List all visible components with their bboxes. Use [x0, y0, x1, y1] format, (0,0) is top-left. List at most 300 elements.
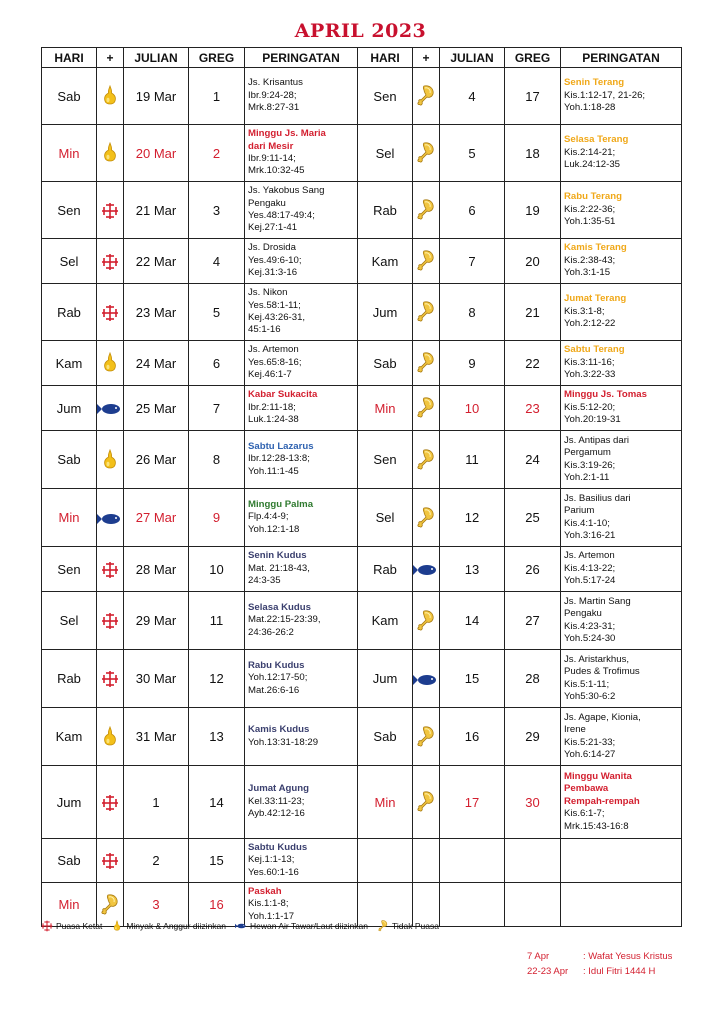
peringatan-line: Kej.43:26-31, — [248, 312, 306, 323]
left-peringatan — [245, 125, 358, 182]
left-hari: Sab — [42, 431, 97, 489]
strict-fast-icon — [101, 669, 119, 688]
legend — [41, 920, 444, 932]
header-plus: + — [97, 48, 124, 68]
peringatan-line: Yes.48:17-49:4; — [248, 210, 315, 221]
right-julian: 14 — [440, 592, 505, 650]
left-peringatan — [245, 650, 358, 708]
right-hari: Kam — [358, 592, 413, 650]
left-greg: 10 — [189, 547, 245, 592]
left-hari: Kam — [42, 708, 97, 766]
left-peringatan — [245, 489, 358, 547]
right-peringatan — [561, 431, 682, 489]
right-hari: Sab — [358, 341, 413, 386]
left-greg: 16 — [189, 883, 245, 927]
table-row — [42, 431, 682, 489]
right-julian: 13 — [440, 547, 505, 592]
peringatan-line: Js. Krisantus — [248, 77, 303, 89]
right-peringatan — [561, 489, 682, 547]
note-date: 22-23 Apr — [527, 966, 569, 977]
peringatan-line: Yoh.3:16-21 — [564, 529, 616, 541]
peringatan-line: Js. Agape, Kionia, — [564, 711, 641, 723]
table-row — [42, 650, 682, 708]
header-greg: GREG — [505, 48, 561, 68]
left-hari: Sen — [42, 182, 97, 239]
peringatan-line: Yes.60:1-16 — [248, 866, 299, 878]
left-peringatan — [245, 592, 358, 650]
right-empty-cell — [440, 839, 505, 883]
peringatan-line: Yoh.1:18-28 — [564, 102, 616, 114]
right-fast-type — [413, 125, 440, 182]
left-hari: Min — [42, 125, 97, 182]
right-fast-type — [413, 489, 440, 547]
strict-fast-icon — [101, 200, 119, 219]
left-fast-type — [97, 182, 124, 239]
note-row — [527, 949, 672, 964]
notes — [527, 949, 672, 979]
right-peringatan — [561, 708, 682, 766]
left-julian: 29 Mar — [124, 592, 189, 650]
right-hari: Sen — [358, 431, 413, 489]
peringatan-line: Yes.58:1-11; — [248, 299, 301, 311]
right-peringatan — [561, 592, 682, 650]
peringatan-line: Yoh.5:17-24 — [564, 575, 616, 587]
peringatan-line: Selasa Kudus — [248, 601, 311, 613]
oil-wine-icon — [102, 86, 118, 105]
left-hari: Min — [42, 489, 97, 547]
peringatan-line: Pudes & Trofimus — [564, 666, 640, 678]
strict-fast-icon — [101, 559, 119, 578]
peringatan-line: Senin Kudus — [248, 550, 307, 562]
peringatan-line: Sabtu Terang — [564, 344, 625, 356]
left-greg: 5 — [189, 284, 245, 341]
right-fast-type — [413, 547, 440, 592]
note-text: : Wafat Yesus Kristus — [583, 951, 673, 962]
legend-item — [41, 920, 102, 932]
left-hari: Min — [42, 883, 97, 927]
peringatan-line: Kis.3:11-16; — [564, 356, 615, 368]
fish-icon — [97, 508, 123, 527]
peringatan-line: Kis.4:13-22; — [564, 562, 616, 574]
peringatan-line: Kis.1:12-17, 21-26; — [564, 89, 646, 101]
left-julian: 3 — [124, 883, 189, 927]
header-hari: HARI — [42, 48, 97, 68]
right-fast-type — [413, 341, 440, 386]
right-julian: 6 — [440, 182, 505, 239]
peringatan-line: Ibr.12:28-13:8; — [248, 453, 310, 465]
peringatan-line: Irene — [564, 724, 586, 736]
left-hari: Kam — [42, 341, 97, 386]
peringatan-line: Kis.5:12-20; — [564, 401, 616, 413]
right-hari: Min — [358, 386, 413, 431]
left-fast-type — [97, 766, 124, 839]
strict-fast-icon — [101, 251, 119, 270]
left-peringatan — [245, 68, 358, 125]
table-row — [42, 182, 682, 239]
peringatan-line: Parium — [564, 505, 595, 517]
left-hari: Sel — [42, 592, 97, 650]
right-greg: 17 — [505, 68, 561, 125]
peringatan-line: Jumat Terang — [564, 293, 627, 305]
peringatan-line: Kis.1:1-8; — [248, 898, 289, 910]
fish-icon — [413, 669, 439, 688]
right-fast-type — [413, 592, 440, 650]
legend-item — [235, 920, 368, 932]
left-julian: 30 Mar — [124, 650, 189, 708]
table-row — [42, 839, 682, 883]
right-peringatan — [561, 68, 682, 125]
oil-wine-icon — [102, 143, 118, 162]
peringatan-line: 24:3-35 — [248, 575, 281, 587]
peringatan-line: Js. Martin Sang — [564, 595, 631, 607]
peringatan-line: Yoh.3:1-15 — [564, 267, 611, 279]
left-fast-type — [97, 284, 124, 341]
right-greg: 19 — [505, 182, 561, 239]
left-greg: 14 — [189, 766, 245, 839]
peringatan-line: Rempah-rempah — [564, 795, 640, 807]
right-greg: 24 — [505, 431, 561, 489]
peringatan-line: Kis.5:1-11; — [564, 678, 610, 690]
table-row — [42, 708, 682, 766]
legend-label: Tidak Puasa — [391, 921, 439, 931]
peringatan-line: Yoh.1:35-51 — [564, 216, 616, 228]
left-hari: Jum — [42, 766, 97, 839]
right-fast-type — [413, 708, 440, 766]
no-fast-icon — [377, 920, 389, 932]
peringatan-line: Kis.2:38-43; — [564, 254, 616, 266]
no-fast-icon — [417, 86, 435, 105]
table-row — [42, 547, 682, 592]
left-fast-type — [97, 239, 124, 284]
peringatan-line: Kis.4:1-10; — [564, 517, 610, 529]
peringatan-line: Ibr.9:24-28; — [248, 89, 297, 101]
left-greg: 4 — [189, 239, 245, 284]
no-fast-icon — [417, 726, 435, 745]
peringatan-line: Yoh.2:12-22 — [564, 318, 616, 330]
right-greg: 21 — [505, 284, 561, 341]
peringatan-line: Kamis Kudus — [248, 724, 310, 736]
left-julian: 27 Mar — [124, 489, 189, 547]
peringatan-line: Paskah — [248, 885, 282, 897]
legend-label: Minyak & Anggur diizinkan — [126, 921, 227, 931]
peringatan-line: Luk.1:24-38 — [248, 414, 299, 426]
left-peringatan — [245, 766, 358, 839]
peringatan-line: Kej.1:1-13; — [248, 854, 295, 866]
left-peringatan — [245, 341, 358, 386]
left-fast-type — [97, 386, 124, 431]
right-julian: 17 — [440, 766, 505, 839]
peringatan-line: Rabu Terang — [564, 191, 622, 203]
right-julian: 10 — [440, 386, 505, 431]
header-peringatan: PERINGATAN — [245, 48, 358, 68]
peringatan-line: Yoh.3:22-33 — [564, 369, 616, 381]
peringatan-line: Kis.4:23-31; — [564, 620, 616, 632]
table-row — [42, 284, 682, 341]
right-peringatan — [561, 182, 682, 239]
right-fast-type — [413, 386, 440, 431]
right-hari: Kam — [358, 239, 413, 284]
left-julian: 2 — [124, 839, 189, 883]
left-greg: 8 — [189, 431, 245, 489]
right-peringatan — [561, 650, 682, 708]
peringatan-line: Kis.6:1-7; — [564, 808, 605, 820]
left-julian: 20 Mar — [124, 125, 189, 182]
legend-item — [111, 920, 226, 932]
left-julian: 26 Mar — [124, 431, 189, 489]
peringatan-line: Jumat Agung — [248, 783, 309, 795]
header-row — [42, 48, 682, 68]
peringatan-line: Kabar Sukacita — [248, 389, 318, 401]
peringatan-line: Mat.26:6-16 — [248, 684, 300, 696]
left-peringatan — [245, 284, 358, 341]
page-title: APRIL 2023 — [294, 20, 427, 42]
peringatan-line: Js. Aristarkhus, — [564, 653, 630, 665]
peringatan-line: Kis.3:19-26; — [564, 459, 616, 471]
right-empty-cell — [561, 883, 682, 927]
no-fast-icon — [417, 507, 435, 526]
right-greg: 20 — [505, 239, 561, 284]
left-fast-type — [97, 592, 124, 650]
peringatan-line: Yes.65:8-16; — [248, 356, 302, 368]
right-peringatan — [561, 766, 682, 839]
no-fast-icon — [417, 398, 435, 417]
peringatan-line: Pengaku — [564, 608, 602, 620]
left-greg: 13 — [189, 708, 245, 766]
right-peringatan — [561, 547, 682, 592]
right-peringatan — [561, 341, 682, 386]
strict-fast-icon — [101, 611, 119, 630]
left-julian: 28 Mar — [124, 547, 189, 592]
left-peringatan — [245, 839, 358, 883]
left-julian: 22 Mar — [124, 239, 189, 284]
strict-fast-icon — [41, 920, 53, 932]
peringatan-line: Sabtu Lazarus — [248, 440, 314, 452]
peringatan-line: Kej.27:1-41 — [248, 222, 298, 234]
left-peringatan — [245, 239, 358, 284]
oil-wine-icon — [102, 353, 118, 372]
peringatan-line: Js. Artemon — [248, 344, 299, 356]
right-hari: Sel — [358, 125, 413, 182]
fish-icon — [97, 399, 123, 418]
peringatan-line: Yoh.2:1-11 — [564, 471, 610, 483]
right-greg: 28 — [505, 650, 561, 708]
peringatan-line: Kamis Terang — [564, 242, 627, 254]
peringatan-line: Pengaku — [248, 197, 286, 209]
table-row — [42, 125, 682, 182]
left-peringatan — [245, 431, 358, 489]
peringatan-line: Mat.22:15-23:39, — [248, 614, 321, 626]
peringatan-line: Yoh5:30-6:2 — [564, 690, 616, 702]
right-peringatan — [561, 284, 682, 341]
peringatan-line: Yoh.20:19-31 — [564, 414, 621, 426]
left-fast-type — [97, 547, 124, 592]
left-peringatan — [245, 547, 358, 592]
right-greg: 23 — [505, 386, 561, 431]
left-greg: 15 — [189, 839, 245, 883]
left-greg: 6 — [189, 341, 245, 386]
no-fast-icon — [417, 449, 435, 468]
peringatan-line: Yoh.1:1-17 — [248, 910, 295, 922]
peringatan-line: Pergamum — [564, 447, 611, 459]
left-greg: 7 — [189, 386, 245, 431]
peringatan-line: dari Mesir — [248, 140, 294, 152]
peringatan-line: Yoh.5:24-30 — [564, 632, 616, 644]
left-fast-type — [97, 68, 124, 125]
right-empty-cell — [413, 839, 440, 883]
right-hari: Jum — [358, 284, 413, 341]
oil-wine-icon — [102, 449, 118, 468]
left-julian: 1 — [124, 766, 189, 839]
table-row — [42, 592, 682, 650]
left-julian: 25 Mar — [124, 386, 189, 431]
left-julian: 21 Mar — [124, 182, 189, 239]
header-hari: HARI — [358, 48, 413, 68]
right-fast-type — [413, 68, 440, 125]
left-fast-type — [97, 489, 124, 547]
peringatan-line: Js. Artemon — [564, 550, 615, 562]
left-hari: Rab — [42, 650, 97, 708]
peringatan-line: Rabu Kudus — [248, 659, 305, 671]
left-hari: Sel — [42, 239, 97, 284]
left-julian: 23 Mar — [124, 284, 189, 341]
no-fast-icon — [417, 610, 435, 629]
peringatan-line: Minggu Js. Maria — [248, 128, 326, 140]
peringatan-line: Js. Antipas dari — [564, 434, 630, 446]
left-greg: 12 — [189, 650, 245, 708]
table-row — [42, 386, 682, 431]
peringatan-line: Yes.49:6-10; — [248, 254, 302, 266]
table-row — [42, 239, 682, 284]
right-julian: 12 — [440, 489, 505, 547]
right-peringatan — [561, 125, 682, 182]
right-julian: 8 — [440, 284, 505, 341]
fish-icon — [235, 920, 247, 932]
no-fast-icon — [417, 353, 435, 372]
right-fast-type — [413, 182, 440, 239]
peringatan-line: Kis.3:1-8; — [564, 305, 605, 317]
peringatan-line: Pembawa — [564, 783, 609, 795]
right-greg: 25 — [505, 489, 561, 547]
peringatan-line: Minggu Palma — [248, 498, 314, 510]
peringatan-line: Mrk.10:32-45 — [248, 165, 305, 177]
right-julian: 4 — [440, 68, 505, 125]
oil-wine-icon — [102, 726, 118, 745]
header-julian: JULIAN — [124, 48, 189, 68]
peringatan-line: Kis.5:21-33; — [564, 736, 616, 748]
right-fast-type — [413, 239, 440, 284]
legend-item — [377, 920, 439, 932]
peringatan-line: Selasa Terang — [564, 134, 629, 146]
no-fast-icon — [417, 251, 435, 270]
left-greg: 3 — [189, 182, 245, 239]
peringatan-line: Ibr.9:11-14; — [248, 153, 296, 164]
left-peringatan — [245, 708, 358, 766]
peringatan-line: Yoh.12:17-50; — [248, 672, 308, 684]
left-fast-type — [97, 650, 124, 708]
peringatan-line: Kej.46:1-7 — [248, 369, 292, 381]
right-fast-type — [413, 650, 440, 708]
peringatan-line: Mat. 21:18-43, — [248, 562, 310, 574]
peringatan-line: Kis.2:22-36; — [564, 203, 616, 215]
peringatan-line: Yoh.13:31-18:29 — [248, 736, 319, 748]
note-date: 7 Apr — [527, 951, 550, 962]
left-greg: 9 — [189, 489, 245, 547]
left-fast-type — [97, 839, 124, 883]
right-greg: 18 — [505, 125, 561, 182]
right-greg: 30 — [505, 766, 561, 839]
left-greg: 11 — [189, 592, 245, 650]
right-julian: 11 — [440, 431, 505, 489]
right-hari: Min — [358, 766, 413, 839]
header-julian: JULIAN — [440, 48, 505, 68]
right-fast-type — [413, 284, 440, 341]
right-empty-cell — [561, 839, 682, 883]
peringatan-line: Ayb.42:12-16 — [248, 808, 305, 820]
left-fast-type — [97, 125, 124, 182]
right-empty-cell — [505, 839, 561, 883]
strict-fast-icon — [101, 302, 119, 321]
right-hari: Rab — [358, 182, 413, 239]
right-julian: 15 — [440, 650, 505, 708]
peringatan-line: Sabtu Kudus — [248, 841, 308, 853]
note-row — [527, 964, 672, 979]
right-hari: Rab — [358, 547, 413, 592]
right-hari: Sab — [358, 708, 413, 766]
calendar-table — [41, 47, 682, 927]
left-fast-type — [97, 708, 124, 766]
right-greg: 26 — [505, 547, 561, 592]
peringatan-line: Minggu Js. Tomas — [564, 389, 647, 401]
right-julian: 7 — [440, 239, 505, 284]
right-greg: 29 — [505, 708, 561, 766]
right-empty-cell — [440, 883, 505, 927]
no-fast-icon — [417, 302, 435, 321]
no-fast-icon — [417, 143, 435, 162]
peringatan-line: Luk.24:12-35 — [564, 159, 621, 171]
table-row — [42, 68, 682, 125]
right-julian: 5 — [440, 125, 505, 182]
left-julian: 19 Mar — [124, 68, 189, 125]
peringatan-line: Kis.2:14-21; — [564, 146, 616, 158]
peringatan-line: Flp.4:4-9; — [248, 511, 289, 523]
peringatan-line: Js. Nikon — [248, 287, 288, 299]
right-fast-type — [413, 431, 440, 489]
left-greg: 1 — [189, 68, 245, 125]
peringatan-line: Ibr.2:11-18; — [248, 401, 296, 413]
right-greg: 27 — [505, 592, 561, 650]
peringatan-line: Yoh.11:1-45 — [248, 465, 299, 477]
left-fast-type — [97, 431, 124, 489]
note-text: : Idul Fitri 1444 H — [583, 966, 656, 977]
peringatan-line: Js. Yakobus Sang — [248, 185, 325, 197]
left-hari: Sen — [42, 547, 97, 592]
left-hari: Jum — [42, 386, 97, 431]
peringatan-line: Mrk.15:43-16:8 — [564, 820, 629, 832]
fish-icon — [413, 560, 439, 579]
left-greg: 2 — [189, 125, 245, 182]
peringatan-line: Kej.31:3-16 — [248, 267, 298, 279]
left-peringatan — [245, 386, 358, 431]
right-greg: 22 — [505, 341, 561, 386]
peringatan-line: Yoh.6:14-27 — [564, 748, 616, 760]
no-fast-icon — [417, 792, 435, 811]
right-hari: Sen — [358, 68, 413, 125]
left-hari: Sab — [42, 68, 97, 125]
table-row — [42, 766, 682, 839]
legend-label: Hewan Air Tawar/Laut diizinkan — [250, 921, 368, 931]
left-peringatan — [245, 182, 358, 239]
right-hari: Sel — [358, 489, 413, 547]
